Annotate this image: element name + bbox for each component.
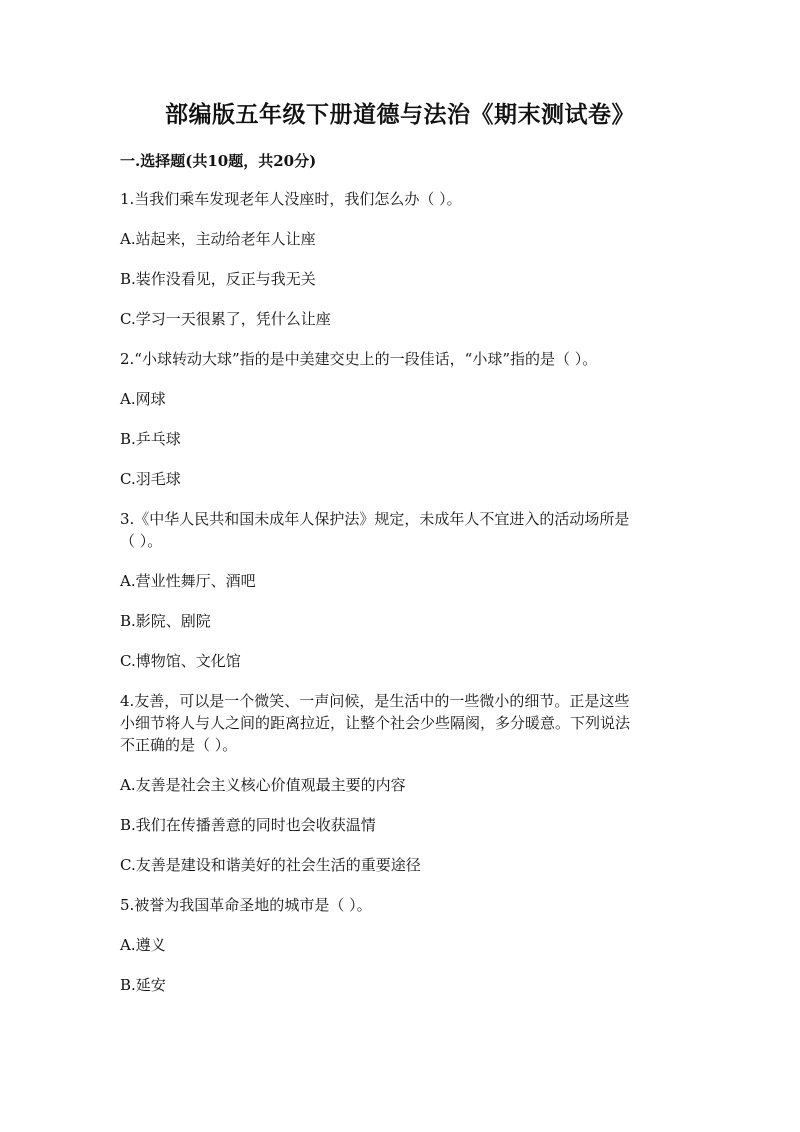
question-4 [120,690,640,876]
option-b: B.延安 [120,976,166,994]
question-stem: 3.《中华人民共和国未成年人保护法》规定，未成年人不宜进入的活动场所是（ ）。 [120,510,630,550]
question-1 [120,188,640,330]
option-c: C.友善是建设和谐美好的社会生活的重要途径 [120,856,421,874]
option-b: B.影院、剧院 [120,612,211,630]
option-a: A.营业性舞厅、酒吧 [120,572,256,590]
option-a: A.友善是社会主义核心价值观最主要的内容 [120,776,406,794]
option-a: A.站起来，主动给老年人让座 [120,230,316,248]
option-b: B.装作没看见，反正与我无关 [120,270,316,288]
question-3 [120,508,640,672]
page-title: 部编版五年级下册道德与法治《期末测试卷》 [165,101,635,128]
section-heading: 一.选择题(共10题，共20分) [120,152,317,170]
option-c: C.羽毛球 [120,470,181,488]
option-a: A.遵义 [120,936,166,954]
option-b: B.我们在传播善意的同时也会收获温情 [120,816,376,834]
option-c: C.博物馆、文化馆 [120,652,241,670]
question-stem: 1.当我们乘车发现老年人没座时，我们怎么办（ ）。 [120,190,462,208]
option-b: B.乒乓球 [120,430,181,448]
question-2 [120,348,640,490]
question-list [120,188,640,1014]
question-stem: 5.被誉为我国革命圣地的城市是（ ）。 [120,896,372,914]
option-c: C.学习一天很累了，凭什么让座 [120,310,331,328]
question-stem: 2.“小球转动大球”指的是中美建交史上的一段佳话，“小球”指的是（ ）。 [120,350,598,368]
option-a: A.网球 [120,390,166,408]
question-5 [120,894,640,996]
question-stem: 4.友善，可以是一个微笑、一声问候，是生活中的一些微小的细节。正是这些小细节将人与人之间的距离拉近，让整个社会少些隔阂，多分暖意。下列说法不正确的是（ ）。 [120,692,631,754]
